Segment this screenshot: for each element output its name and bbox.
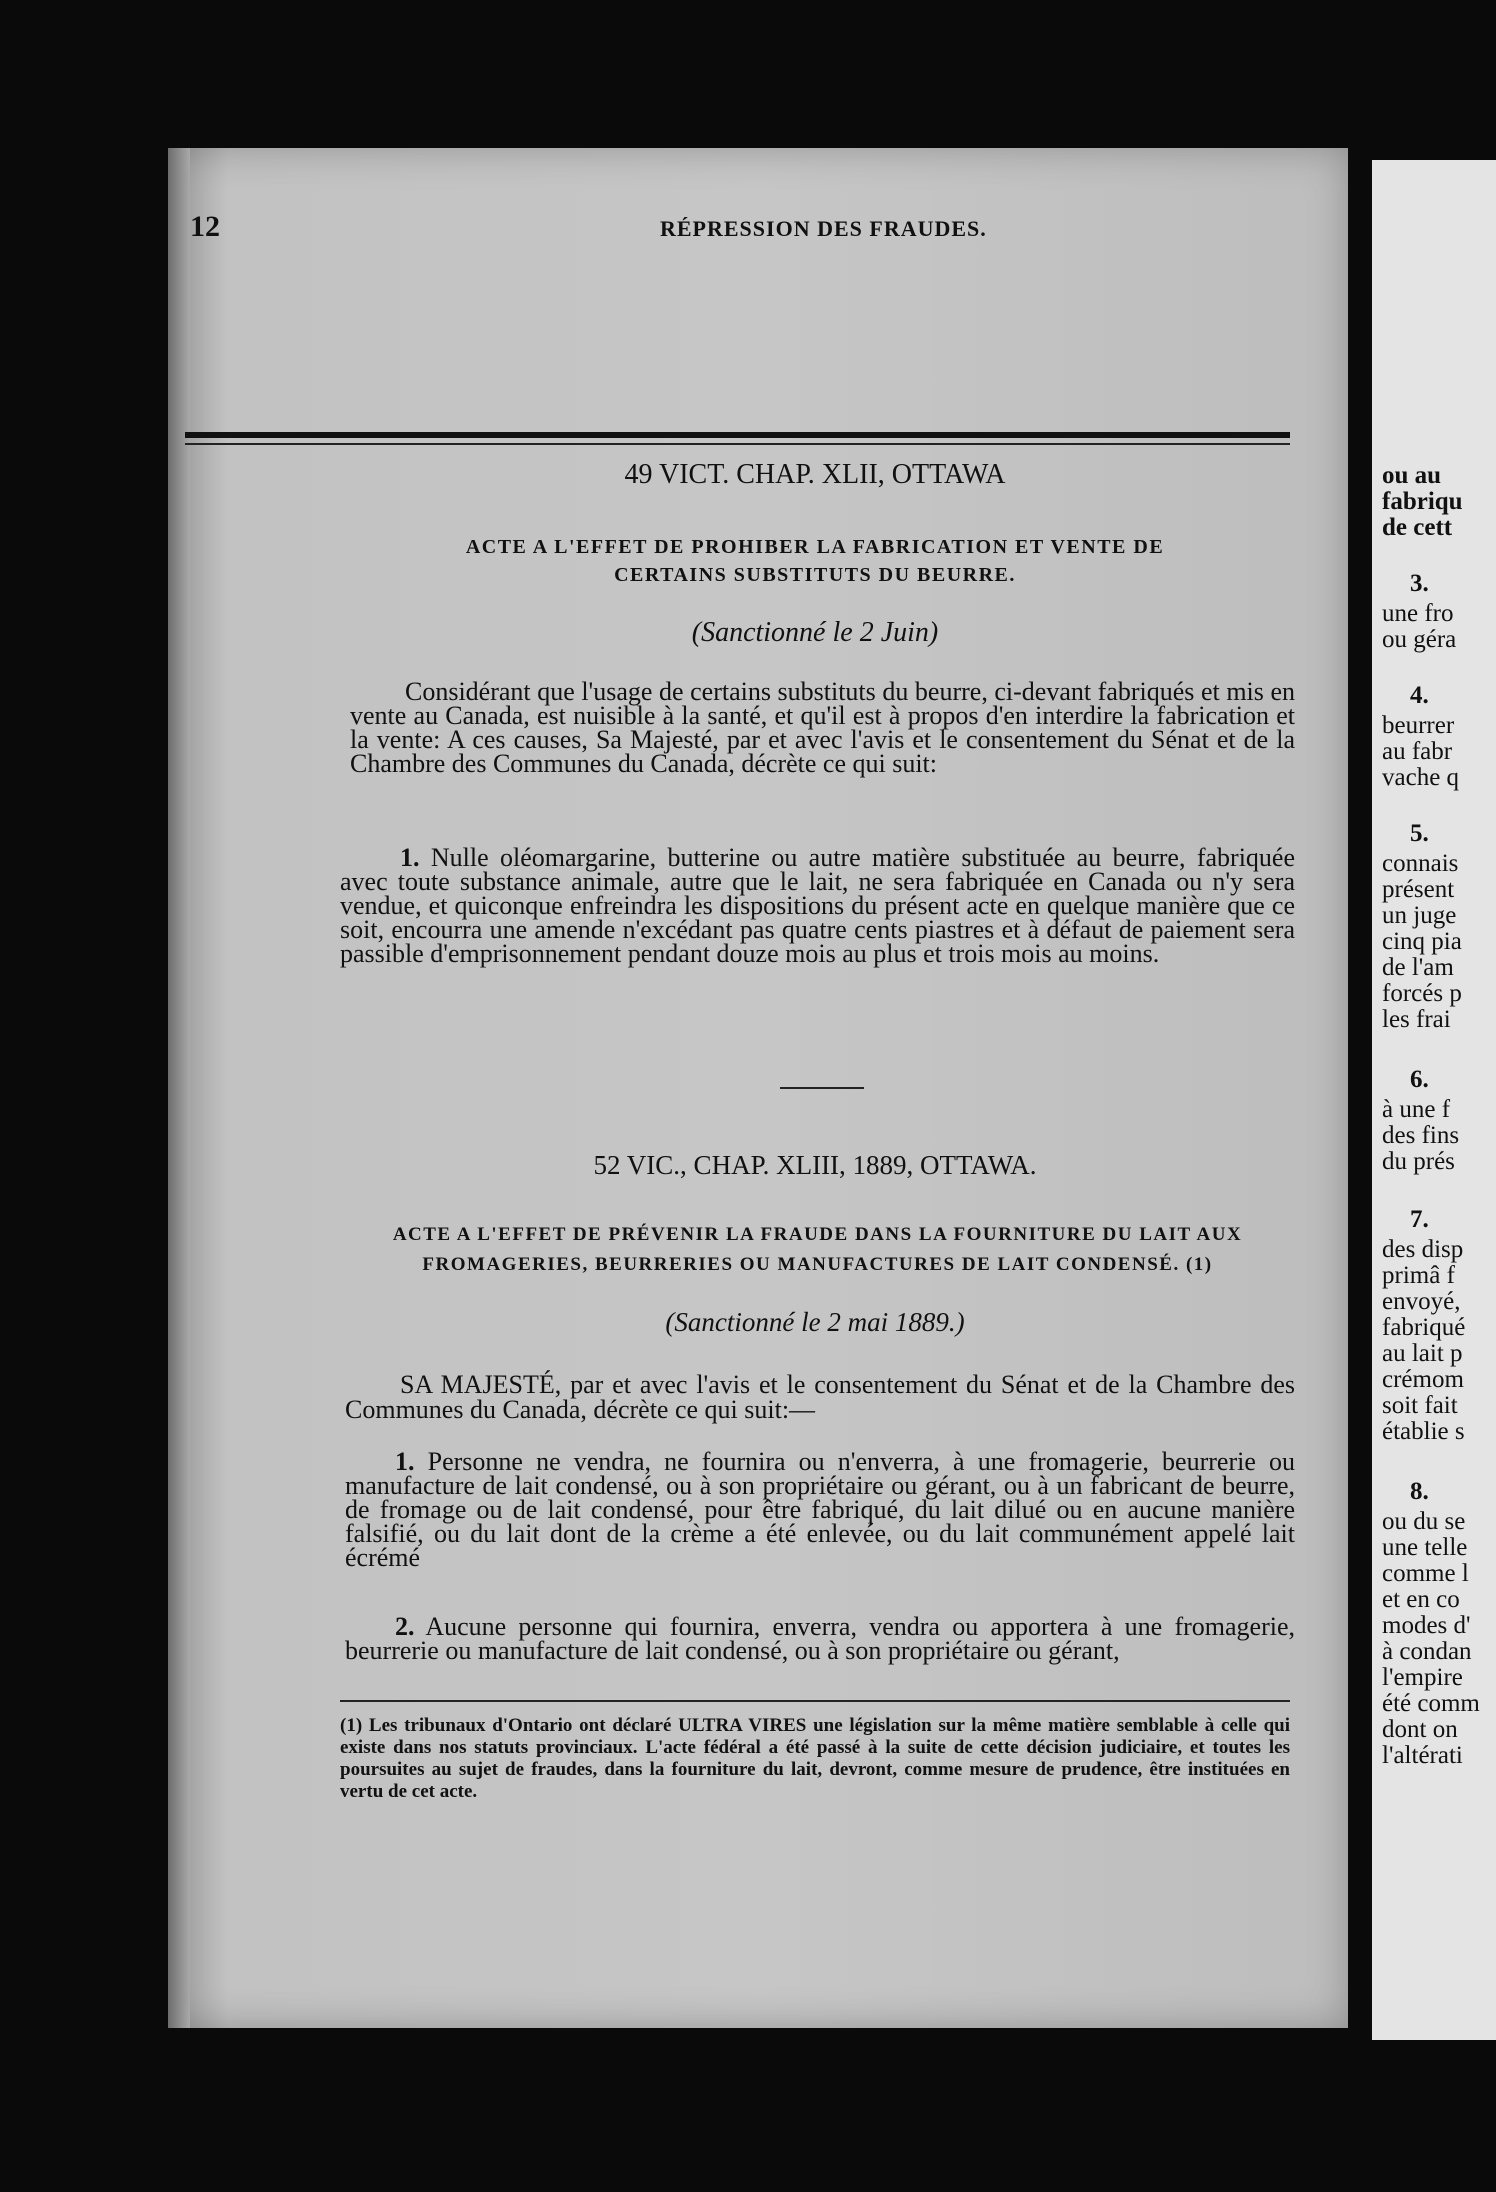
right-page-line: cinq pia (1382, 928, 1462, 955)
right-page-line: présent (1382, 876, 1455, 903)
right-page-line: une fro (1382, 600, 1454, 627)
right-page-line: 7. (1410, 1206, 1429, 1233)
act2-sanction: (Sanctionné le 2 mai 1889.) (665, 1307, 965, 1337)
act2-section-1 (345, 1447, 1296, 1572)
footnote: (1) Les tribunaux d'Ontario ont déclaré ULTRA VIRES une législation sur la même matière semblable à celle qui existe dans nos statuts provinciaux. L'acte fédéral a été passé à la suite de cette décision judiciaire, et toutes les poursuites au sujet de fraudes, dans la fourniture du lait, devront, comme mesure de prudence, être instituées en vertu de cet acte. (340, 1715, 1290, 1802)
right-page-line: fabriqu (1382, 488, 1463, 515)
act2-section-2-text: Aucune personne qui fournira, enverra, vendra ou apportera à une fromagerie, beurrerie ou manufacture de lait condensé, ou à son propriétaire ou gérant, (345, 1612, 1295, 1665)
right-page-line: établie s (1382, 1418, 1465, 1445)
right-page-line: à une f (1382, 1096, 1451, 1123)
page-number: 12 (190, 210, 220, 243)
right-page-line: des disp (1382, 1236, 1464, 1263)
right-page-line: 6. (1410, 1066, 1429, 1093)
right-page-line: 5. (1410, 820, 1429, 847)
right-page-line: forcés p (1382, 980, 1462, 1007)
right-page-line: l'altérati (1382, 1742, 1463, 1769)
act1-section-1-text: Nulle oléomargarine, butterine ou autre matière substituée au beurre, fabriquée avec toute substance animale, autre que le lait, ne sera fabriquée en Canada ou n'y sera vendue, et quiconque enfreindra les dispositions du présent acte en quelque manière que ce soit, encourra une amende n'excédant pas quatre cents piastres et à défaut de paiement sera passible d'emprisonnement pendant douze mois au plus et trois mois au moins. (340, 843, 1295, 968)
right-page-line: crémom (1382, 1366, 1464, 1393)
page-header (190, 210, 1290, 250)
act2-preamble: SA MAJESTÉ, par et avec l'avis et le consentement du Sénat et de la Chambre des Communes du Canada, décrète ce qui suit:— (345, 1370, 1295, 1424)
page-edge (168, 148, 190, 2028)
right-page-line: été comm (1382, 1690, 1480, 1717)
right-page-line: 4. (1410, 682, 1429, 709)
act2-section-1-number: 1. (395, 1447, 415, 1476)
act2-title-line2: FROMAGERIES, BEURRERIES OU MANUFACTURES DE LAIT CONDENSÉ. (1) (422, 1254, 1213, 1275)
running-head: RÉPRESSION DES FRAUDES. (660, 216, 987, 241)
right-page-line: de l'am (1382, 954, 1454, 981)
right-page-line: primâ f (1382, 1262, 1455, 1289)
right-page-line: au lait p (1382, 1340, 1463, 1367)
right-page-line: une telle (1382, 1534, 1468, 1561)
act2-title-line1: ACTE A L'EFFET DE PRÉVENIR LA FRAUDE DANS LA FOURNITURE DU LAIT AUX (392, 1224, 1243, 1245)
right-page-line: ou du se (1382, 1508, 1466, 1535)
right-page-line: l'empire (1382, 1664, 1463, 1691)
right-page-line: de cett (1382, 514, 1453, 541)
header-rule-thin (185, 443, 1290, 445)
right-page-line: un juge (1382, 902, 1457, 929)
act1-title-line2: CERTAINS SUBSTITUTS DU BEURRE. (614, 564, 1016, 586)
act1-section-1-number: 1. (400, 843, 420, 872)
section-separator (780, 1087, 864, 1089)
right-page-line: du prés (1382, 1148, 1455, 1175)
right-page-line: fabriqué (1382, 1314, 1466, 1341)
right-page-line: ou géra (1382, 626, 1457, 653)
footnote-rule (340, 1700, 1290, 1702)
right-page-line: vache q (1382, 764, 1460, 791)
act1-preamble: Considérant que l'usage de certains substituts du beurre, ci-devant fabriqués et mis en vente au Canada, est nuisible à la santé, et qu'il est à propos d'en interdire la fabrication et la vente: A ces causes, Sa Majesté, par et avec l'avis et le consentement du Sénat et de la Chambre des Communes du Canada, décrète ce qui suit: (350, 677, 1295, 778)
act1-sanction: (Sanctionné le 2 Juin) (691, 617, 939, 648)
right-page-line: 8. (1410, 1478, 1429, 1505)
act2-section-2-number: 2. (395, 1612, 415, 1641)
right-page-line: au fabr (1382, 738, 1453, 765)
act2-section-2 (345, 1612, 1295, 1665)
right-page-line: les frai (1382, 1006, 1451, 1033)
right-page-line: comme l (1382, 1560, 1469, 1587)
header-rule-thick (185, 432, 1290, 438)
act2-section-1-text: Personne ne vendra, ne fournira ou n'enverra, à une fromagerie, beurrerie ou manufacture de lait condensé, ou à son propriétaire ou gérant, ou à un fabricant de beurre, de fromage ou de lait condensé, pour être fabriqué, du lait dilué ou en aucune manière falsifié, ou du lait dont de la crème a été enlevée, ou du lait communément appelé lait écrémé (345, 1447, 1296, 1572)
act1-section-1 (340, 843, 1295, 968)
right-page-line: 3. (1410, 570, 1429, 597)
right-page-line: et en co (1382, 1586, 1460, 1613)
right-page-line: beurrer (1382, 712, 1455, 739)
right-page-line: modes d' (1382, 1612, 1471, 1639)
right-page-line: dont on (1382, 1716, 1458, 1743)
act1-title-line1: ACTE A L'EFFET DE PROHIBER LA FABRICATION ET VENTE DE (465, 536, 1165, 558)
right-page-line: soit fait (1382, 1392, 1458, 1419)
act1-chapter: 49 VICT. CHAP. XLII, OTTAWA (624, 459, 1006, 490)
right-page-line: connais (1382, 850, 1459, 877)
right-page-line: à condan (1382, 1638, 1472, 1665)
act2-chapter: 52 VIC., CHAP. XLIII, 1889, OTTAWA. (593, 1150, 1037, 1180)
right-page-line: ou au (1382, 462, 1442, 489)
right-page-fragment (1372, 160, 1496, 2040)
right-page-line: des fins (1382, 1122, 1460, 1149)
right-page-line: envoyé, (1382, 1288, 1461, 1315)
